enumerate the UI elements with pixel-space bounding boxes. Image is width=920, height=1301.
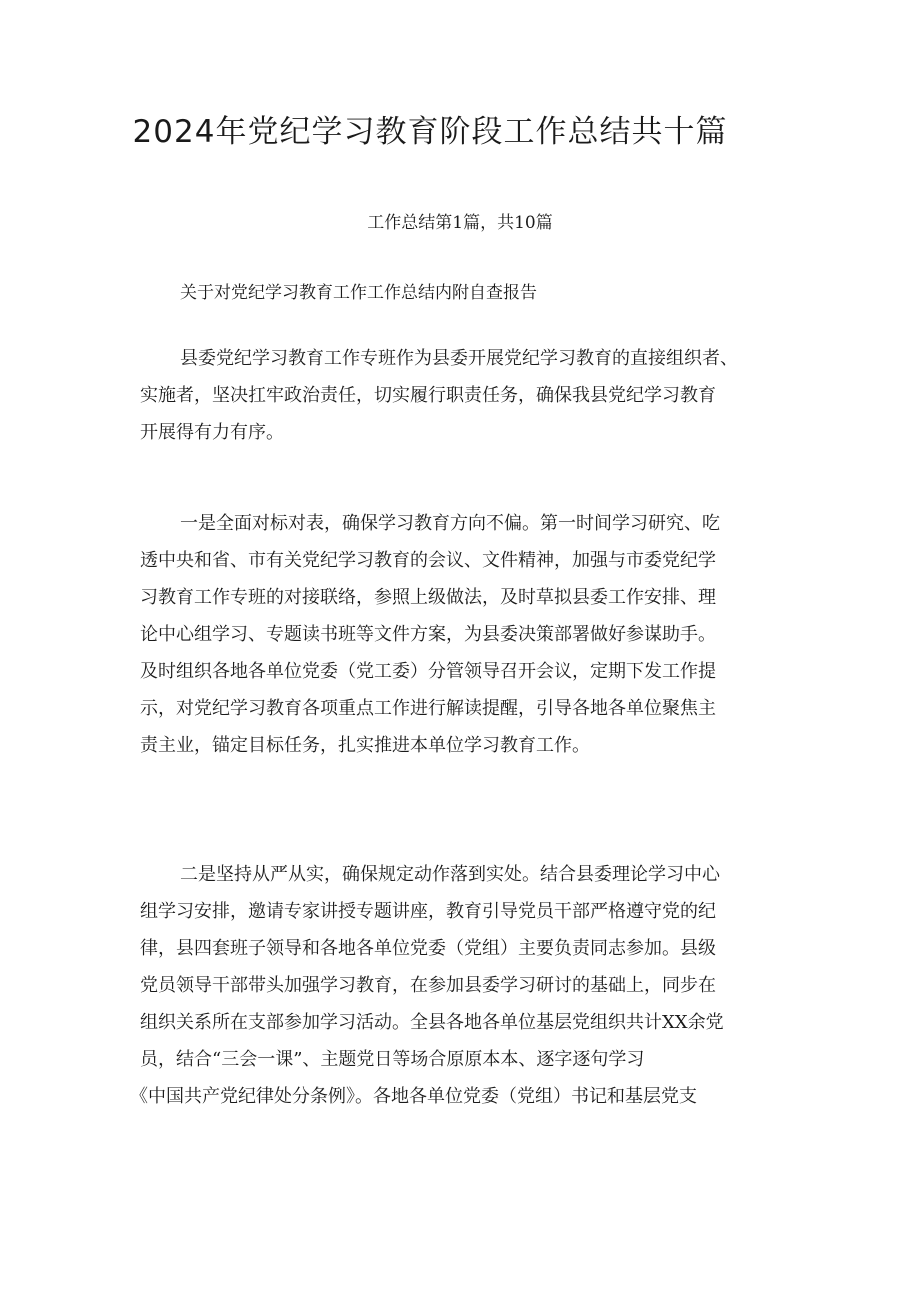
paragraph-line: 《中国共产党纪律处分条例》。各地各单位党委（党组）书记和基层党支: [130, 1086, 697, 1107]
paragraph-line: 论中心组学习、专题读书班等文件方案，为县委决策部署做好参谋助手。: [140, 624, 716, 645]
paragraph-line: 律，县四套班子领导和各地各单位党委（党组）主要负责同志参加。县级: [140, 938, 716, 959]
paragraph-line: 一是全面对标对表，确保学习教育方向不偏。第一时间学习研究、吃: [180, 513, 720, 534]
paragraph-line: 员，结合“三会一课”、主题党日等场合原原本本、逐字逐句学习: [140, 1049, 645, 1070]
paragraph-line: 习教育工作专班的对接联络，参照上级做法，及时草拟县委工作安排、理: [140, 587, 716, 608]
paragraph-line: 开展得有力有序。: [140, 422, 284, 443]
paragraph-line: 示，对党纪学习教育各项重点工作进行解读提醒，引导各地各单位聚焦主: [140, 698, 716, 719]
document-subtitle: 工作总结第1篇，共10篇: [367, 213, 553, 233]
paragraph-line: 县委党纪学习教育工作专班作为县委开展党纪学习教育的直接组织者、: [180, 348, 738, 369]
paragraph-line: 组学习安排，邀请专家讲授专题讲座，教育引导党员干部严格遵守党的纪: [140, 901, 716, 922]
paragraph-point-one: [140, 505, 800, 764]
paragraph-line: 透中央和省、市有关党纪学习教育的会议、文件精神，加强与市委党纪学: [140, 550, 716, 571]
paragraph-intro: [140, 340, 800, 451]
report-title: 关于对党纪学习教育工作工作总结内附自查报告: [180, 283, 537, 303]
paragraph-line: 及时组织各地各单位党委（党工委）分管领导召开会议，定期下发工作提: [140, 661, 716, 682]
paragraph-line: 党员领导干部带头加强学习教育，在参加县委学习研讨的基础上，同步在: [140, 975, 716, 996]
paragraph-line: 组织关系所在支部参加学习活动。全县各地各单位基层党组织共计XX余党: [140, 1012, 724, 1033]
paragraph-line: 二是坚持从严从实，确保规定动作落到实处。结合县委理论学习中心: [180, 864, 720, 885]
paragraph-point-two: [130, 856, 800, 1115]
document-title: 2024年党纪学习教育阶段工作总结共十篇: [132, 114, 728, 150]
paragraph-line: 实施者，坚决扛牢政治责任，切实履行职责任务，确保我县党纪学习教育: [140, 385, 716, 406]
paragraph-line: 责主业，锚定目标任务，扎实推进本单位学习教育工作。: [140, 735, 590, 756]
